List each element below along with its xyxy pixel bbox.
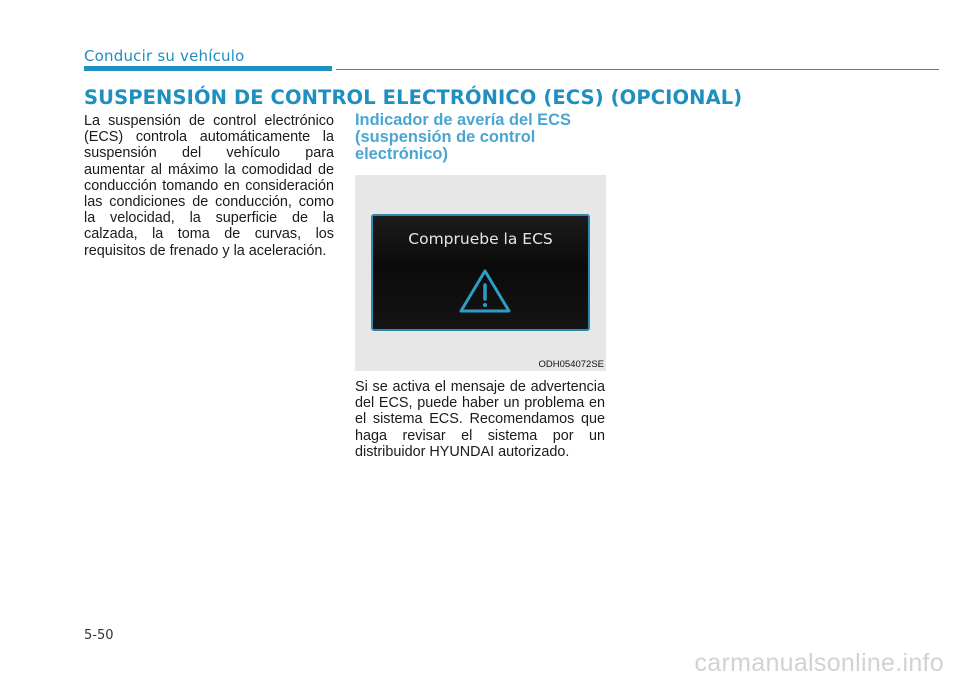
warning-triangle-icon: [458, 268, 512, 314]
cluster-display: [371, 214, 590, 331]
ecs-warning-figure: [355, 175, 606, 371]
subheading: Indicador de avería del ECS (suspensión de control electrónico): [355, 111, 571, 163]
section-label: Conducir su vehículo: [84, 47, 245, 65]
intro-paragraph: La suspensión de control electrónico (ECS) controla automáticamente la suspensión del vehículo para aumentar al máximo la comodidad de conducción tomando en consideración las condiciones de conducción, como la velocidad, la superficie de la calzada, la toma de curvas, los requisitos de frenado y la aceleración.: [84, 113, 334, 259]
figure-code: ODH054072SE: [538, 359, 604, 370]
page-number: 5-50: [84, 628, 114, 643]
body-paragraph: Si se activa el mensaje de advertencia del ECS, puede haber un problema en el sistema ECS. Recomendamos que haga revisar el sistema por un distribuidor HYUNDAI autorizado.: [355, 379, 605, 460]
watermark: carmanualsonline.info: [694, 649, 944, 677]
header-rule-thick: [84, 66, 332, 71]
display-message: Compruebe la ECS: [408, 230, 553, 248]
page-title: SUSPENSIÓN DE CONTROL ELECTRÓNICO (ECS) (OPCIONAL): [84, 86, 743, 109]
header-rule-thin: [336, 69, 939, 70]
